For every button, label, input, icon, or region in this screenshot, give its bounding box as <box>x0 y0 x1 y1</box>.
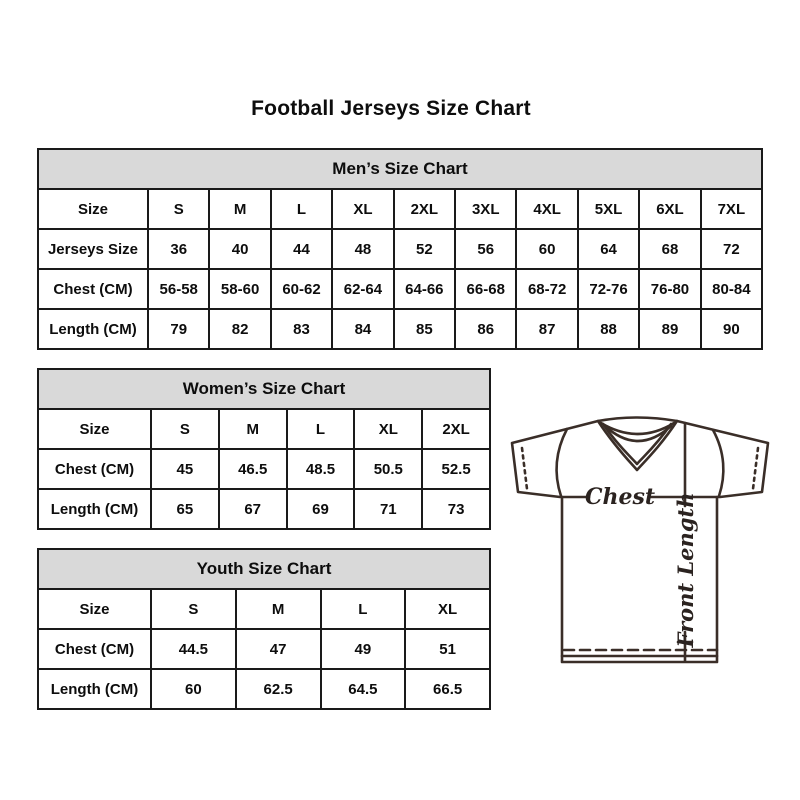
front-length-label: Front Length <box>673 492 698 648</box>
value-cell: 68-72 <box>515 270 576 308</box>
mens-size-table <box>37 148 763 350</box>
value-cell: L <box>320 590 405 628</box>
row-label-cell: Jerseys Size <box>47 240 139 258</box>
youth-table-title: Youth Size Chart <box>39 550 489 588</box>
value-cell: 4XL <box>515 190 576 228</box>
value-cell: 46.5 <box>218 450 286 488</box>
row-label-cell: Chest (CM) <box>54 640 135 658</box>
value-cell: 65 <box>150 490 218 528</box>
value-cell: 84 <box>331 310 392 348</box>
mens-table-grid <box>39 188 761 348</box>
value-cell: XL <box>404 590 489 628</box>
value-cell: M <box>235 590 320 628</box>
value-cell: 87 <box>515 310 576 348</box>
row-label-cell: Length (CM) <box>50 500 139 518</box>
jersey-outline <box>512 418 768 663</box>
value-cell: 64-66 <box>393 270 454 308</box>
value-cell: 40 <box>208 230 269 268</box>
womens-table-title: Women’s Size Chart <box>39 370 489 408</box>
value-cell: 72-76 <box>577 270 638 308</box>
value-cell: S <box>150 410 218 448</box>
womens-size-table <box>37 368 491 530</box>
value-cell: 71 <box>353 490 421 528</box>
value-cell: 60 <box>150 670 235 708</box>
womens-table-grid <box>39 408 489 528</box>
value-cell: 89 <box>638 310 699 348</box>
value-cell: S <box>150 590 235 628</box>
value-cell: 2XL <box>421 410 489 448</box>
table-row <box>39 488 489 528</box>
armhole-seam-right <box>713 430 723 496</box>
value-cell: 60-62 <box>270 270 331 308</box>
value-cell: 90 <box>700 310 761 348</box>
value-cell: 45 <box>150 450 218 488</box>
value-cell: 56 <box>454 230 515 268</box>
value-cell: 52.5 <box>421 450 489 488</box>
value-cell: 66.5 <box>404 670 489 708</box>
row-label-cell: Size <box>77 200 108 218</box>
youth-size-table <box>37 548 491 710</box>
value-cell: L <box>270 190 331 228</box>
value-cell: 68 <box>638 230 699 268</box>
value-cell: 51 <box>404 630 489 668</box>
row-label-cell: Size <box>79 420 110 438</box>
value-cell: 48.5 <box>286 450 354 488</box>
value-cell: S <box>147 190 208 228</box>
table-row <box>39 448 489 488</box>
table-row <box>39 228 761 268</box>
value-cell: 86 <box>454 310 515 348</box>
value-cell: XL <box>331 190 392 228</box>
jersey-measurement-diagram <box>505 400 775 670</box>
value-cell: 66-68 <box>454 270 515 308</box>
value-cell: 58-60 <box>208 270 269 308</box>
table-row <box>39 308 761 348</box>
row-label-cell: Chest (CM) <box>54 460 135 478</box>
value-cell: 60 <box>515 230 576 268</box>
row-label-cell: Chest (CM) <box>53 280 133 298</box>
value-cell: 64.5 <box>320 670 405 708</box>
value-cell: 44 <box>270 230 331 268</box>
value-cell: 2XL <box>393 190 454 228</box>
value-cell: 47 <box>235 630 320 668</box>
value-cell: 36 <box>147 230 208 268</box>
value-cell: 48 <box>331 230 392 268</box>
value-cell: 80-84 <box>700 270 761 308</box>
page-title: Football Jerseys Size Chart <box>251 97 531 120</box>
value-cell: 82 <box>208 310 269 348</box>
value-cell: 76-80 <box>638 270 699 308</box>
value-cell: 44.5 <box>150 630 235 668</box>
value-cell: 5XL <box>577 190 638 228</box>
value-cell: 56-58 <box>147 270 208 308</box>
value-cell: 67 <box>218 490 286 528</box>
chest-label: Chest <box>584 484 656 510</box>
value-cell: 49 <box>320 630 405 668</box>
table-row <box>39 188 761 228</box>
table-row <box>39 668 489 708</box>
value-cell: 3XL <box>454 190 515 228</box>
value-cell: XL <box>353 410 421 448</box>
table-row <box>39 408 489 448</box>
table-row <box>39 588 489 628</box>
value-cell: M <box>208 190 269 228</box>
armhole-seam-left <box>557 429 567 496</box>
cuff-dashed-line-left <box>522 448 527 489</box>
value-cell: 50.5 <box>353 450 421 488</box>
value-cell: 62.5 <box>235 670 320 708</box>
value-cell: M <box>218 410 286 448</box>
value-cell: 62-64 <box>331 270 392 308</box>
value-cell: 52 <box>393 230 454 268</box>
value-cell: 6XL <box>638 190 699 228</box>
row-label-cell: Length (CM) <box>50 680 139 698</box>
value-cell: L <box>286 410 354 448</box>
value-cell: 69 <box>286 490 354 528</box>
youth-table-grid <box>39 588 489 708</box>
value-cell: 73 <box>421 490 489 528</box>
value-cell: 72 <box>700 230 761 268</box>
value-cell: 64 <box>577 230 638 268</box>
row-label-cell: Size <box>79 600 110 618</box>
value-cell: 83 <box>270 310 331 348</box>
value-cell: 7XL <box>700 190 761 228</box>
value-cell: 88 <box>577 310 638 348</box>
value-cell: 85 <box>393 310 454 348</box>
cuff-dashed-line-right <box>753 448 758 489</box>
table-row <box>39 628 489 668</box>
row-label-cell: Length (CM) <box>49 320 137 338</box>
table-row <box>39 268 761 308</box>
value-cell: 79 <box>147 310 208 348</box>
mens-table-title: Men’s Size Chart <box>39 150 761 188</box>
